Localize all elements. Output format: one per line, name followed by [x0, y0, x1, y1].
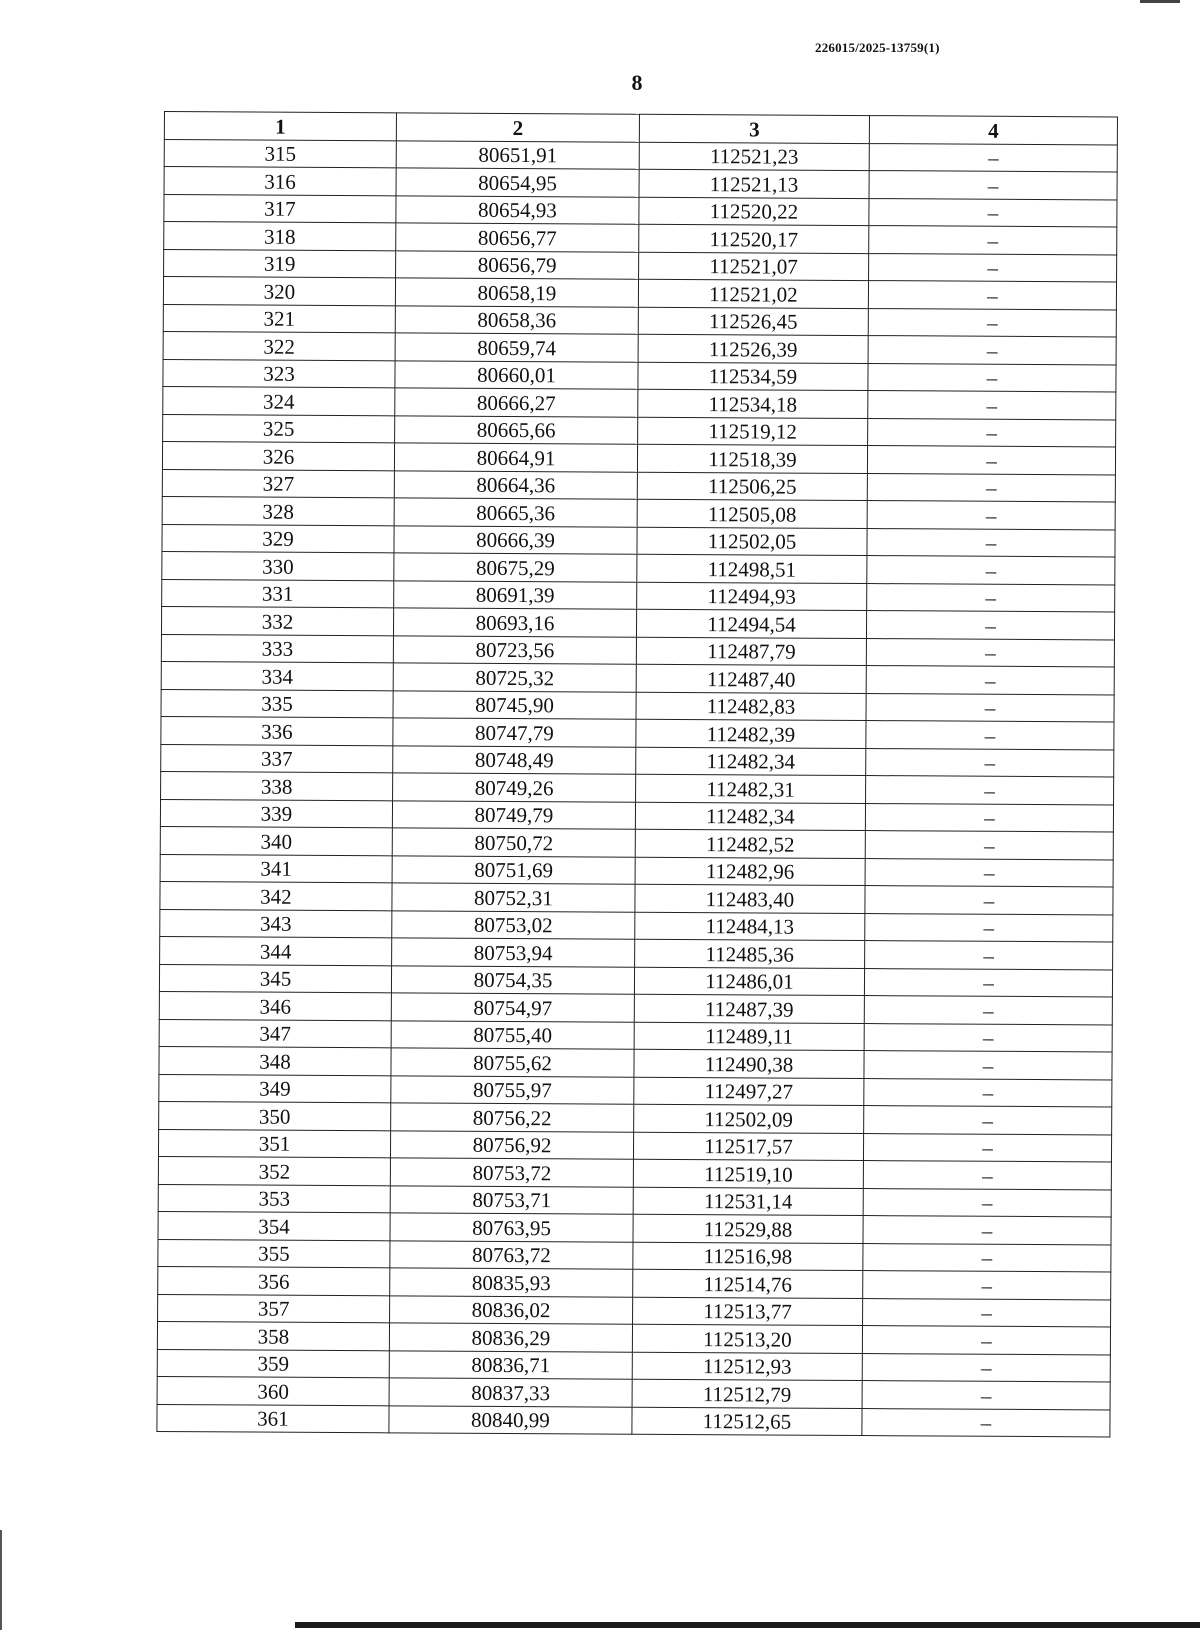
x-coordinate-cell: 80691,39 [394, 580, 637, 609]
point-number-cell: 324 [163, 386, 395, 415]
x-coordinate-cell: 80751,69 [392, 855, 635, 884]
note-cell: – [866, 638, 1114, 667]
note-cell: – [864, 1106, 1112, 1135]
scan-edge-mark [0, 1530, 2, 1630]
y-coordinate-cell: 112482,96 [635, 857, 865, 886]
x-coordinate-cell: 80665,36 [394, 498, 637, 527]
point-number-cell: 356 [158, 1266, 390, 1295]
y-coordinate-cell: 112490,38 [634, 1049, 864, 1078]
column-header-3: 3 [639, 114, 869, 143]
point-number-cell: 338 [161, 771, 393, 800]
x-coordinate-cell: 80763,95 [390, 1213, 633, 1242]
column-header-1: 1 [164, 112, 396, 141]
x-coordinate-cell: 80664,91 [394, 443, 637, 472]
coordinates-table-wrapper [156, 111, 1117, 1437]
note-cell: – [867, 583, 1115, 612]
y-coordinate-cell: 112534,59 [638, 362, 868, 391]
note-cell: – [862, 1381, 1110, 1410]
x-coordinate-cell: 80748,49 [393, 745, 636, 774]
note-cell: – [864, 996, 1112, 1025]
x-coordinate-cell: 80835,93 [390, 1268, 633, 1297]
y-coordinate-cell: 112517,57 [633, 1132, 863, 1161]
y-coordinate-cell: 112487,40 [636, 664, 866, 693]
y-coordinate-cell: 112521,23 [639, 142, 869, 171]
document-number: 226015/2025-13759(1) [815, 40, 940, 55]
note-cell: – [862, 1408, 1110, 1437]
y-coordinate-cell: 112512,93 [632, 1352, 862, 1381]
x-coordinate-cell: 80754,97 [391, 993, 634, 1022]
point-number-cell: 328 [162, 496, 394, 525]
y-coordinate-cell: 112487,79 [636, 637, 866, 666]
y-coordinate-cell: 112482,83 [636, 692, 866, 721]
column-header-4: 4 [869, 116, 1117, 145]
note-cell: – [866, 721, 1114, 750]
point-number-cell: 325 [163, 414, 395, 443]
scan-corner-mark [1140, 0, 1180, 3]
point-number-cell: 359 [157, 1349, 389, 1378]
note-cell: – [865, 858, 1113, 887]
y-coordinate-cell: 112506,25 [637, 472, 867, 501]
point-number-cell: 337 [161, 744, 393, 773]
note-cell: – [867, 528, 1115, 557]
point-number-cell: 355 [158, 1239, 390, 1268]
point-number-cell: 331 [162, 579, 394, 608]
point-number-cell: 344 [160, 936, 392, 965]
point-number-cell: 316 [164, 167, 396, 196]
x-coordinate-cell: 80658,36 [395, 305, 638, 334]
y-coordinate-cell: 112519,10 [633, 1159, 863, 1188]
y-coordinate-cell: 112529,88 [633, 1214, 863, 1243]
point-number-cell: 326 [162, 441, 394, 470]
y-coordinate-cell: 112484,13 [635, 912, 865, 941]
note-cell: – [865, 913, 1113, 942]
note-cell: – [863, 1216, 1111, 1245]
point-number-cell: 329 [162, 524, 394, 553]
point-number-cell: 320 [163, 277, 395, 306]
point-number-cell: 361 [157, 1404, 389, 1433]
table-body [157, 139, 1117, 1437]
y-coordinate-cell: 112513,20 [632, 1324, 862, 1353]
x-coordinate-cell: 80755,40 [391, 1020, 634, 1049]
y-coordinate-cell: 112498,51 [637, 554, 867, 583]
x-coordinate-cell: 80664,36 [394, 470, 637, 499]
note-cell: – [869, 226, 1117, 255]
point-number-cell: 358 [157, 1321, 389, 1350]
y-coordinate-cell: 112502,05 [637, 527, 867, 556]
point-number-cell: 342 [160, 881, 392, 910]
y-coordinate-cell: 112482,34 [635, 802, 865, 831]
note-cell: – [863, 1243, 1111, 1272]
note-cell: – [869, 253, 1117, 282]
note-cell: – [866, 693, 1114, 722]
y-coordinate-cell: 112512,79 [632, 1379, 862, 1408]
x-coordinate-cell: 80750,72 [392, 828, 635, 857]
point-number-cell: 321 [163, 304, 395, 333]
x-coordinate-cell: 80666,39 [394, 525, 637, 554]
x-coordinate-cell: 80755,62 [391, 1048, 634, 1077]
note-cell: – [869, 143, 1117, 172]
point-number-cell: 317 [164, 194, 396, 223]
x-coordinate-cell: 80651,91 [396, 140, 639, 169]
note-cell: – [863, 1298, 1111, 1327]
x-coordinate-cell: 80756,92 [390, 1130, 633, 1159]
x-coordinate-cell: 80836,02 [390, 1295, 633, 1324]
point-number-cell: 341 [160, 854, 392, 883]
y-coordinate-cell: 112513,77 [633, 1297, 863, 1326]
x-coordinate-cell: 80753,72 [390, 1158, 633, 1187]
x-coordinate-cell: 80723,56 [393, 635, 636, 664]
coordinates-table [156, 111, 1118, 1437]
point-number-cell: 315 [164, 139, 396, 168]
x-coordinate-cell: 80836,71 [389, 1350, 632, 1379]
note-cell: – [863, 1188, 1111, 1217]
table-row [157, 1404, 1110, 1437]
point-number-cell: 319 [164, 249, 396, 278]
note-cell: – [866, 666, 1114, 695]
y-coordinate-cell: 112514,76 [633, 1269, 863, 1298]
point-number-cell: 330 [162, 551, 394, 580]
y-coordinate-cell: 112494,93 [637, 582, 867, 611]
x-coordinate-cell: 80658,19 [395, 278, 638, 307]
note-cell: – [868, 391, 1116, 420]
x-coordinate-cell: 80666,27 [395, 388, 638, 417]
point-number-cell: 333 [161, 634, 393, 663]
x-coordinate-cell: 80749,26 [393, 773, 636, 802]
note-cell: – [866, 611, 1114, 640]
point-number-cell: 343 [160, 909, 392, 938]
y-coordinate-cell: 112482,39 [636, 719, 866, 748]
note-cell: – [868, 308, 1116, 337]
point-number-cell: 349 [159, 1074, 391, 1103]
x-coordinate-cell: 80675,29 [394, 553, 637, 582]
x-coordinate-cell: 80752,31 [392, 883, 635, 912]
x-coordinate-cell: 80725,32 [393, 663, 636, 692]
point-number-cell: 334 [161, 661, 393, 690]
note-cell: – [862, 1326, 1110, 1355]
note-cell: – [869, 198, 1117, 227]
y-coordinate-cell: 112505,08 [637, 499, 867, 528]
y-coordinate-cell: 112502,09 [634, 1104, 864, 1133]
x-coordinate-cell: 80656,79 [396, 250, 639, 279]
point-number-cell: 354 [158, 1211, 390, 1240]
x-coordinate-cell: 80693,16 [393, 608, 636, 637]
x-coordinate-cell: 80754,35 [391, 965, 634, 994]
point-number-cell: 346 [159, 991, 391, 1020]
note-cell: – [868, 281, 1116, 310]
note-cell: – [864, 1023, 1112, 1052]
note-cell: – [866, 748, 1114, 777]
page-number: 8 [631, 70, 643, 95]
x-coordinate-cell: 80665,66 [395, 415, 638, 444]
y-coordinate-cell: 112487,39 [634, 994, 864, 1023]
point-number-cell: 350 [159, 1101, 391, 1130]
note-cell: – [867, 501, 1115, 530]
note-cell: – [862, 1353, 1110, 1382]
y-coordinate-cell: 112518,39 [637, 444, 867, 473]
point-number-cell: 322 [163, 331, 395, 360]
point-number-cell: 323 [163, 359, 395, 388]
y-coordinate-cell: 112489,11 [634, 1022, 864, 1051]
bottom-rule [295, 1622, 1200, 1628]
column-header-2: 2 [396, 113, 639, 142]
point-number-cell: 345 [159, 964, 391, 993]
point-number-cell: 348 [159, 1046, 391, 1075]
point-number-cell: 335 [161, 689, 393, 718]
note-cell: – [863, 1133, 1111, 1162]
y-coordinate-cell: 112497,27 [634, 1077, 864, 1106]
point-number-cell: 347 [159, 1019, 391, 1048]
note-cell: – [863, 1161, 1111, 1190]
note-cell: – [865, 803, 1113, 832]
y-coordinate-cell: 112494,54 [636, 609, 866, 638]
y-coordinate-cell: 112526,39 [638, 334, 868, 363]
note-cell: – [867, 446, 1115, 475]
point-number-cell: 353 [158, 1184, 390, 1213]
point-number-cell: 336 [161, 716, 393, 745]
point-number-cell: 318 [164, 222, 396, 251]
point-number-cell: 327 [162, 469, 394, 498]
y-coordinate-cell: 112534,18 [638, 389, 868, 418]
note-cell: – [864, 1078, 1112, 1107]
y-coordinate-cell: 112520,22 [639, 197, 869, 226]
y-coordinate-cell: 112483,40 [635, 884, 865, 913]
y-coordinate-cell: 112531,14 [633, 1187, 863, 1216]
x-coordinate-cell: 80763,72 [390, 1240, 633, 1269]
point-number-cell: 360 [157, 1376, 389, 1405]
note-cell: – [868, 418, 1116, 447]
x-coordinate-cell: 80753,94 [392, 938, 635, 967]
y-coordinate-cell: 112486,01 [634, 967, 864, 996]
x-coordinate-cell: 80656,77 [396, 223, 639, 252]
x-coordinate-cell: 80836,29 [389, 1323, 632, 1352]
y-coordinate-cell: 112521,02 [638, 279, 868, 308]
point-number-cell: 357 [158, 1294, 390, 1323]
note-cell: – [864, 1051, 1112, 1080]
note-cell: – [867, 556, 1115, 585]
x-coordinate-cell: 80660,01 [395, 360, 638, 389]
x-coordinate-cell: 80745,90 [393, 690, 636, 719]
x-coordinate-cell: 80747,79 [393, 718, 636, 747]
y-coordinate-cell: 112482,34 [636, 747, 866, 776]
note-cell: – [865, 941, 1113, 970]
note-cell: – [866, 776, 1114, 805]
y-coordinate-cell: 112519,12 [638, 417, 868, 446]
note-cell: – [865, 831, 1113, 860]
note-cell: – [868, 363, 1116, 392]
y-coordinate-cell: 112512,65 [632, 1407, 862, 1436]
x-coordinate-cell: 80654,95 [396, 168, 639, 197]
y-coordinate-cell: 112485,36 [635, 939, 865, 968]
y-coordinate-cell: 112520,17 [639, 224, 869, 253]
y-coordinate-cell: 112521,07 [639, 252, 869, 281]
x-coordinate-cell: 80755,97 [391, 1075, 634, 1104]
x-coordinate-cell: 80749,79 [392, 800, 635, 829]
note-cell: – [868, 336, 1116, 365]
x-coordinate-cell: 80659,74 [395, 333, 638, 362]
x-coordinate-cell: 80837,33 [389, 1378, 632, 1407]
y-coordinate-cell: 112526,45 [638, 307, 868, 336]
x-coordinate-cell: 80753,71 [390, 1185, 633, 1214]
point-number-cell: 352 [158, 1156, 390, 1185]
x-coordinate-cell: 80756,22 [391, 1103, 634, 1132]
x-coordinate-cell: 80840,99 [389, 1405, 632, 1434]
y-coordinate-cell: 112521,13 [639, 169, 869, 198]
point-number-cell: 351 [158, 1129, 390, 1158]
x-coordinate-cell: 80654,93 [396, 195, 639, 224]
note-cell: – [869, 171, 1117, 200]
point-number-cell: 339 [160, 799, 392, 828]
y-coordinate-cell: 112482,31 [636, 774, 866, 803]
y-coordinate-cell: 112516,98 [633, 1242, 863, 1271]
point-number-cell: 340 [160, 826, 392, 855]
y-coordinate-cell: 112482,52 [635, 829, 865, 858]
note-cell: – [864, 968, 1112, 997]
x-coordinate-cell: 80753,02 [392, 910, 635, 939]
note-cell: – [863, 1271, 1111, 1300]
point-number-cell: 332 [161, 606, 393, 635]
note-cell: – [867, 473, 1115, 502]
note-cell: – [865, 886, 1113, 915]
